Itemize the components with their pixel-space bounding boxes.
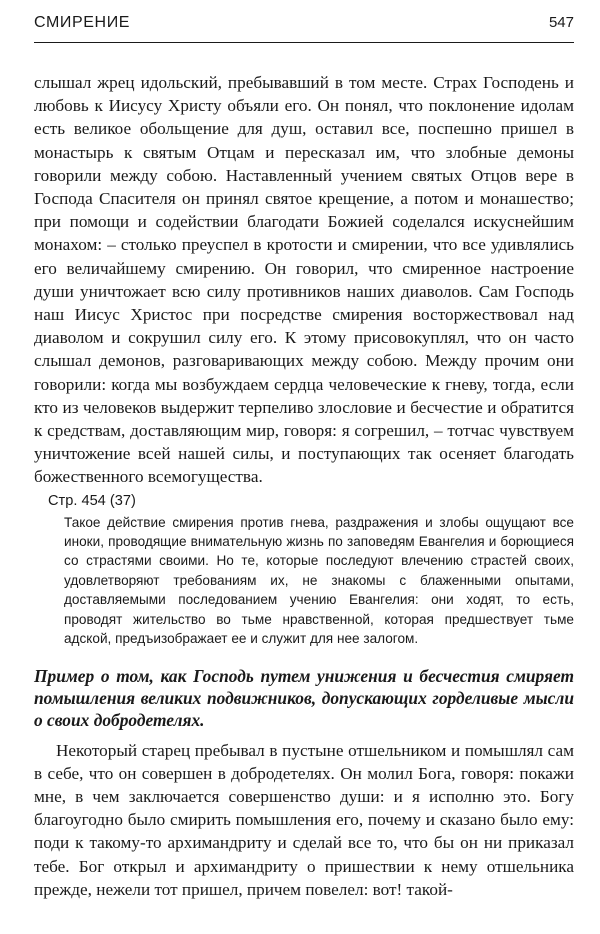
source-reference: Стр. 454 (37) xyxy=(48,492,136,509)
story-text xyxy=(34,739,574,901)
main-text xyxy=(34,71,574,489)
paragraph-continuation: слышал жрец идольский, пребывавший в том месте. Страх Господень и любовь к Иисусу Христу объяли его. Он понял, что поклонение идолам есть великое обольщение для душ, оставил все, поспешно пришел в монастырь к святым Отцам и пересказал им, что злобные демоны говорили между собою. Наставленный учением святых Отцов вере в Господа Спасителя он принял святое крещение, а потом и монашество; при помощи и содействии благодати Божией соделался искуснейшим монахом: – столько преуспел в кротости и смирении, что все удивлялись его величайшему смирению. Он говорил, что смиренное настроение души уничтожает всю силу противников наших диаволов. Сам Господь наш Иисус Христос при посредстве смирения восторжествовал над диаволом и сокрушил силу его. К этому присовокуплял, что он часто слышал демонов, разговаривающих между собою. Между прочим они говорили: когда мы возбуждаем сердца человеческие к гневу, тогда, если кто из человеков выдержит терпеливо злословие и бесчестие и обратится к средствам, доставляющим мир, говоря: я согрешил, – тотчас чувствуем уничтожение всей нашей силы, и поступающих так осеняет благодать божественного всемогущества. xyxy=(34,73,574,487)
running-title: СМИРЕНИЕ xyxy=(34,14,131,31)
story-paragraph: Некоторый старец пребывал в пустыне отшельником и помышлял сам в себе, что он совершен в добродетелях. Он молил Бога, говоря: покажи мне, в чем заключается совершенство души: и я исполню это. Богу благоугодно было смирить помышления его, почему и сказано было ему: поди к такому-то архимандриту и сделай все то, что бы он ни приказал тебе. Бог открыл и архимандриту о пришествии к нему отшельника прежде, нежели тот пришел, причем повелел: вот! такой- xyxy=(34,740,574,899)
section-heading: Пример о том, как Господь путем унижения и бесчестия смиряет помышления великих подвижников, допускающих горделивые мысли о своих добродетелях. xyxy=(34,665,574,730)
running-header xyxy=(34,8,574,43)
commentary-quote: Такое действие смирения против гнева, раздражения и злобы ощущают все иноки, проводящие внимательную жизнь по заповедям Евангелия и борющиеся со страстями своими. Но те, которые последуют влечению страстей своих, удовлетворяют требованиям их, не знакомы с блаженными опытами, доставляемыми последованием учению Евангелия: они ходят, то есть, проводят жительство во тьме нравственной, которая предшествует тьме адской, предъизображает ее и служит для нее залогом. xyxy=(64,514,574,647)
page-number: 547 xyxy=(548,14,574,31)
